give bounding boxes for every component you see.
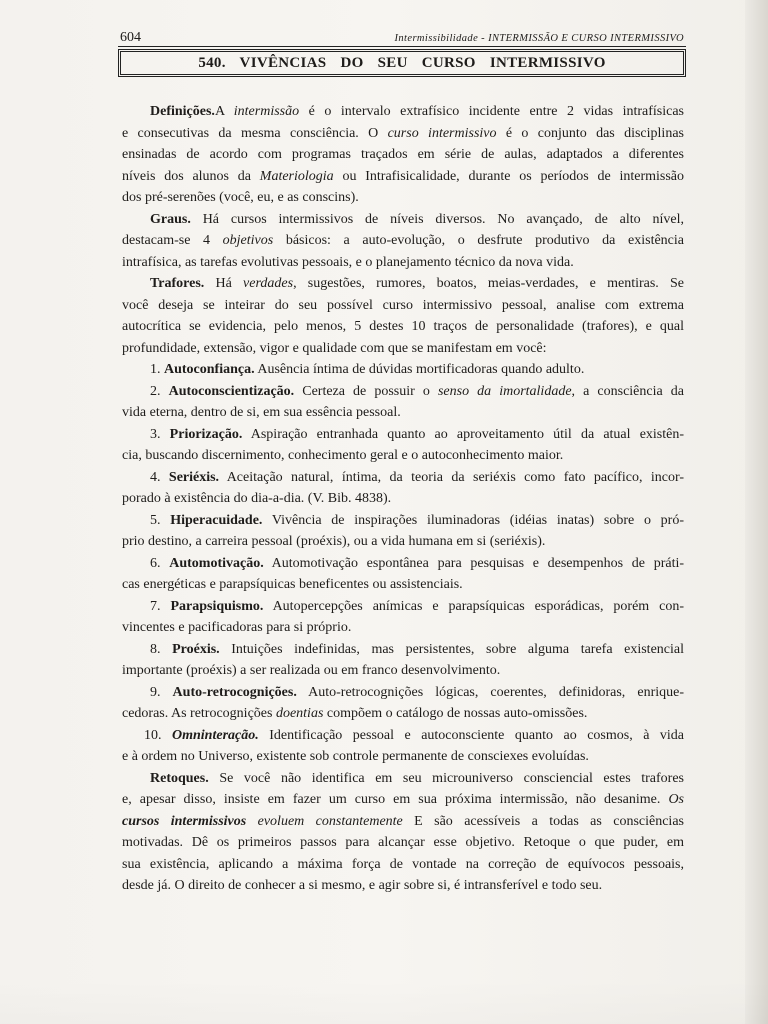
text-line xyxy=(122,273,684,295)
text-line xyxy=(122,230,684,252)
text-segment: , a consciência da xyxy=(571,383,684,399)
text-segment: evoluem constantemente xyxy=(246,813,403,829)
text-segment: Materiologia xyxy=(259,168,334,184)
text-line xyxy=(122,445,684,467)
text-line xyxy=(122,553,684,575)
text-line xyxy=(122,682,684,704)
text-segment: Identificação pessoal e autoconsciente quanto ao cosmos, à vida xyxy=(258,727,685,743)
text-segment: porado à existência do dia-a-dia. (V. Bib. 4838). xyxy=(122,491,392,506)
text-line xyxy=(122,832,684,854)
text-line xyxy=(122,875,684,897)
text-segment: 7. xyxy=(150,598,171,614)
text-segment: e à ordem no Universo, existente sob controle permanente de consciexes evoluídas. xyxy=(122,749,589,764)
text-segment: níveis dos alunos da xyxy=(122,168,260,184)
text-segment: Seriéxis. xyxy=(168,469,220,485)
text-segment: Definições. xyxy=(150,104,215,119)
text-segment: compõem o catálogo de nossas auto-omissões. xyxy=(323,706,588,721)
page-number: 604 xyxy=(120,30,141,45)
text-segment: cursos intermissivos xyxy=(122,813,247,829)
text-segment: ou Intrafisicalidade, durante os períodos de intermissão xyxy=(333,168,684,184)
text-line xyxy=(122,617,684,639)
text-line xyxy=(122,660,684,682)
running-title: Intermissibilidade - INTERMISSÃO E CURSO INTERMISSIVO xyxy=(394,33,684,44)
text-segment: intermissão xyxy=(233,104,300,119)
text-segment: Intuições indefinidas, mas persistentes, sobre alguma tarefa existencial xyxy=(219,641,684,657)
text-line xyxy=(122,811,684,833)
text-segment: A xyxy=(214,104,234,119)
text-segment: motivadas. Dê os primeiros passos para alcançar esse objetivo. Retoque o que puder, em xyxy=(122,835,684,850)
text-line xyxy=(122,531,684,553)
text-segment: e, apesar disso, insiste em fazer um curso em sua próxima intermissão, não desanime. xyxy=(122,792,669,807)
text-line xyxy=(122,209,684,231)
text-line xyxy=(122,252,684,274)
text-line xyxy=(122,123,684,145)
text-line xyxy=(122,381,684,403)
text-segment: Autoconscientização. xyxy=(168,383,295,399)
chapter-title: 540. VIVÊNCIAS DO SEU CURSO INTERMISSIVO xyxy=(198,54,606,71)
text-segment: intrafísica, as tarefas evolutivas pessoais, e o planejamento técnico da nova vida. xyxy=(122,254,574,270)
text-segment: 1. xyxy=(150,362,164,377)
text-line xyxy=(122,510,684,532)
text-segment: Parapsiquismo. xyxy=(170,598,264,614)
text-segment: 10. xyxy=(144,727,172,743)
text-segment: Trafores. xyxy=(150,276,205,291)
text-segment: autocrítica se evidencia, pelo menos, 5 destes 10 traços de personalidade (trafores), e qual xyxy=(122,319,684,334)
text-segment: Há cursos intermissivos de níveis diversos. No avançado, de alto nível, xyxy=(190,211,684,227)
text-segment: e consecutivas da mesma consciência. O xyxy=(122,125,388,141)
text-line xyxy=(122,359,684,381)
text-segment: , sugestões, rumores, boatos, meias-verdades, e mentiras. Se xyxy=(293,276,684,291)
text-segment: E são acessíveis a todas as consciências xyxy=(402,813,684,829)
text-segment: cas energéticas e parapsíquicas beneficentes ou assistenciais. xyxy=(122,577,463,592)
text-line xyxy=(122,789,684,811)
text-segment: Ausência íntima de dúvidas mortificadoras quando adulto. xyxy=(254,362,585,377)
text-line xyxy=(122,854,684,876)
text-segment: Omninteração. xyxy=(172,727,259,743)
text-segment: Certeza de possuir o xyxy=(294,383,438,399)
text-line xyxy=(122,144,684,166)
text-segment: Aspiração entranhada quanto ao aproveitamento útil da atual existên- xyxy=(242,426,685,442)
text-line xyxy=(122,746,684,768)
text-line xyxy=(122,338,684,360)
text-segment: Automotivação. xyxy=(169,555,264,571)
text-line xyxy=(122,402,684,424)
text-segment: você deseja se inteirar do seu possível curso intermissivo pessoal, analise com extrema xyxy=(122,297,684,313)
text-segment: importante (proéxis) a ser realizada ou em franco desenvolvimento. xyxy=(122,663,501,678)
text-line xyxy=(122,166,684,188)
chapter-heading-box xyxy=(118,49,686,77)
text-segment: 9. xyxy=(150,684,173,700)
text-segment: dos pré-serenões (você, eu, e as conscins). xyxy=(122,190,359,205)
text-segment: 4. xyxy=(150,469,169,485)
text-segment: Retoques. xyxy=(150,770,209,786)
text-segment: cedoras. As retrocognições xyxy=(122,706,276,721)
text-segment: ensinadas de acordo com programas traçados em série de aulas, adaptados a diferentes xyxy=(122,147,684,162)
text-line xyxy=(122,424,684,446)
text-segment: destacam-se 4 xyxy=(122,233,223,248)
text-segment: doentias xyxy=(275,706,324,721)
page-edge xyxy=(745,0,768,1024)
text-segment: objetivos xyxy=(222,233,274,248)
text-segment: curso intermissivo xyxy=(387,125,497,141)
text-segment: básicos: a auto-evolução, o desfrute produtivo da existência xyxy=(273,233,684,248)
text-segment: profundidade, extensão, vigor e qualidade com que se manifestam em você: xyxy=(122,340,547,356)
text-segment: prio destino, a carreira pessoal (proéxis), ou a vida humana em si (seriéxis). xyxy=(122,534,546,549)
text-segment: 5. xyxy=(150,512,171,528)
text-line xyxy=(122,596,684,618)
text-segment: é o intervalo extrafísico incidente entre 2 vidas intrafísicas xyxy=(299,104,684,119)
text-line xyxy=(122,316,684,338)
body-text xyxy=(122,101,684,897)
text-segment: Vivência de inspirações iluminadoras (idéias inatas) sobre o pró- xyxy=(262,512,684,528)
text-segment: Auto-retrocognições. xyxy=(172,684,297,700)
text-segment: desde já. O direito de conhecer a si mesmo, e agir sobre si, é intransferível e todo seu. xyxy=(122,878,603,893)
text-segment: Proéxis. xyxy=(172,641,220,657)
text-line xyxy=(122,574,684,596)
text-segment: 6. xyxy=(150,555,170,571)
text-segment: Autoconfiança. xyxy=(164,362,255,377)
text-line xyxy=(122,725,684,747)
text-segment: Hiperacuidade. xyxy=(170,512,263,528)
text-segment: cia, buscando discernimento, conhecimento geral e o autoconhecimento maior. xyxy=(122,448,564,463)
text-segment: 8. xyxy=(150,641,173,657)
text-segment: Autopercepções anímicas e parapsíquicas esporádicas, porém con- xyxy=(263,598,684,614)
text-segment: Os xyxy=(668,792,684,807)
text-segment: vida eterna, dentro de si, em sua essência pessoal. xyxy=(122,405,401,420)
text-segment: 3. xyxy=(150,426,170,442)
text-line xyxy=(122,703,684,725)
text-segment: Automotivação espontânea para pesquisas e desempenhos de práti- xyxy=(263,555,685,571)
running-header xyxy=(118,28,686,47)
text-segment: verdades xyxy=(243,276,294,291)
text-segment: Há xyxy=(204,276,244,291)
text-line xyxy=(122,187,684,209)
text-segment: Priorização. xyxy=(169,426,243,442)
text-line xyxy=(122,768,684,790)
text-line xyxy=(122,101,684,123)
page-shadow xyxy=(0,980,768,1024)
text-segment: senso da imortalidade xyxy=(437,383,572,399)
text-segment: 2. xyxy=(150,383,169,399)
text-segment: Se você não identifica em seu microuniverso consciencial estes trafores xyxy=(208,770,684,786)
text-line xyxy=(122,467,684,489)
text-segment: sua existência, aplicando a máxima força de vontade na correção de equívocos pessoais, xyxy=(122,856,684,872)
text-segment: Graus. xyxy=(150,211,191,227)
text-segment: Aceitação natural, íntima, da teoria da seriéxis como fato pacífico, incor- xyxy=(219,469,684,485)
text-segment: Auto-retrocognições lógicas, coerentes, definidoras, enrique- xyxy=(296,684,684,700)
text-line xyxy=(122,488,684,510)
text-line xyxy=(122,295,684,317)
text-segment: é o conjunto das disciplinas xyxy=(496,125,684,141)
text-segment: vincentes e pacificadoras para si próprio. xyxy=(122,620,352,635)
text-line xyxy=(122,639,684,661)
